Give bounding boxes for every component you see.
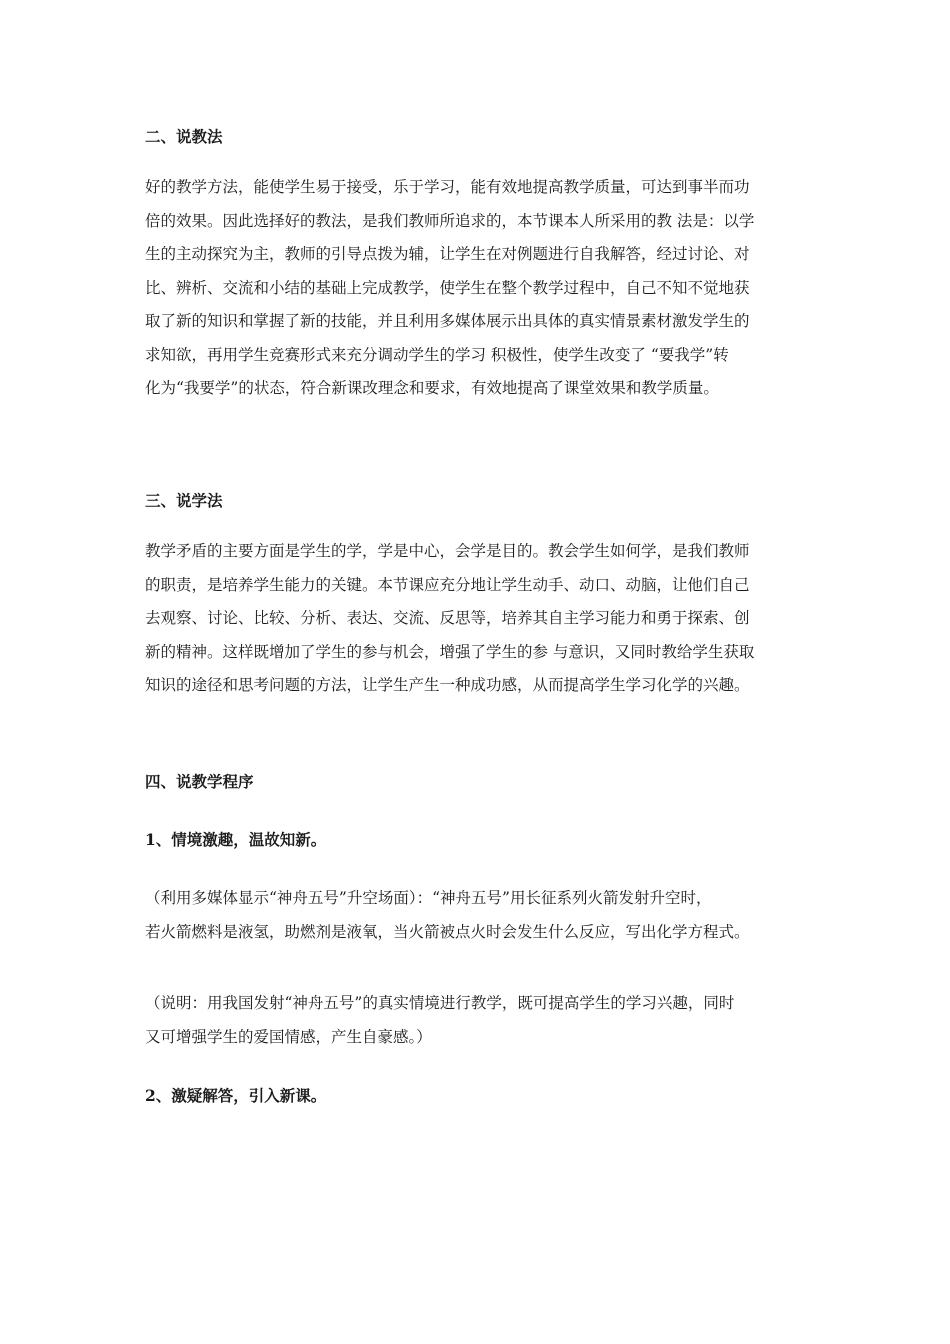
paragraph-line: 化为“我要学”的状态，符合新课改理念和要求，有效地提高了课堂效果和教学质量。	[145, 379, 719, 397]
document-page	[145, 0, 805, 1344]
paragraph-line: 好的教学方法，能使学生易于接受，乐于学习，能有效地提高教学质量，可达到事半而功	[145, 178, 750, 196]
paragraph-line: 取了新的知识和掌握了新的技能，并且利用多媒体展示出具体的真实情景素材激发学生的	[145, 312, 750, 330]
step-heading-1: 1、情境激趣，温故知新。	[145, 830, 327, 849]
paragraph-line: （说明：用我国发射“神舟五号”的真实情境进行教学，既可提高学生的学习兴趣，同时	[145, 994, 735, 1012]
paragraph-teaching-method	[145, 171, 754, 406]
paragraph-line: （利用多媒体显示“神舟五号”升空场面）：“神舟五号”用长征系列火箭发射升空时，	[145, 889, 712, 907]
paragraph-note	[145, 987, 734, 1054]
paragraph-scene	[145, 882, 750, 949]
paragraph-line: 新的精神。这样既增加了学生的参与机会，增强了学生的参 与意识，又同时教给学生获取	[145, 642, 755, 661]
paragraph-line: 若火箭燃料是液氢，助燃剂是液氧，当火箭被点火时会发生什么反应，写出化学方程式。	[145, 922, 750, 941]
section-heading-teaching-method: 二、说教法	[145, 127, 223, 146]
paragraph-line: 去观察、讨论、比较、分析、表达、交流、反思等，培养其自主学习能力和勇于探索、创	[145, 609, 750, 627]
paragraph-line: 又可增强学生的爱国情感，产生自豪感。）	[145, 1027, 432, 1046]
paragraph-learning-method	[145, 535, 754, 703]
paragraph-line: 的职责，是培养学生能力的关键。本节课应充分地让学生动手、动口、动脑，让他们自己	[145, 575, 750, 594]
paragraph-line: 比、辨析、交流和小结的基础上完成教学，使学生在整个教学过程中，自己不知不觉地获	[145, 278, 750, 297]
paragraph-line: 知识的途径和思考问题的方法，让学生产生一种成功感，从而提高学生学习化学的兴趣。	[145, 676, 750, 694]
paragraph-line: 生的主动探究为主，教师的引导点拨为辅，让学生在对例题进行自我解答，经过讨论、对	[145, 245, 750, 263]
step-heading-2: 2、激疑解答，引入新课。	[145, 1086, 327, 1105]
section-heading-teaching-procedure: 四、说教学程序	[145, 772, 254, 791]
section-heading-learning-method: 三、说学法	[145, 491, 223, 510]
paragraph-line: 教学矛盾的主要方面是学生的学，学是中心，会学是目的。教会学生如何学，是我们教师	[145, 542, 750, 560]
paragraph-line: 倍的效果。因此选择好的教法，是我们教师所追求的，本节课本人所采用的教 法是：以学	[145, 211, 755, 230]
paragraph-line: 求知欲，再用学生竞赛形式来充分调动学生的学习 积极性，使学生改变了 “要我学”转	[145, 345, 729, 364]
